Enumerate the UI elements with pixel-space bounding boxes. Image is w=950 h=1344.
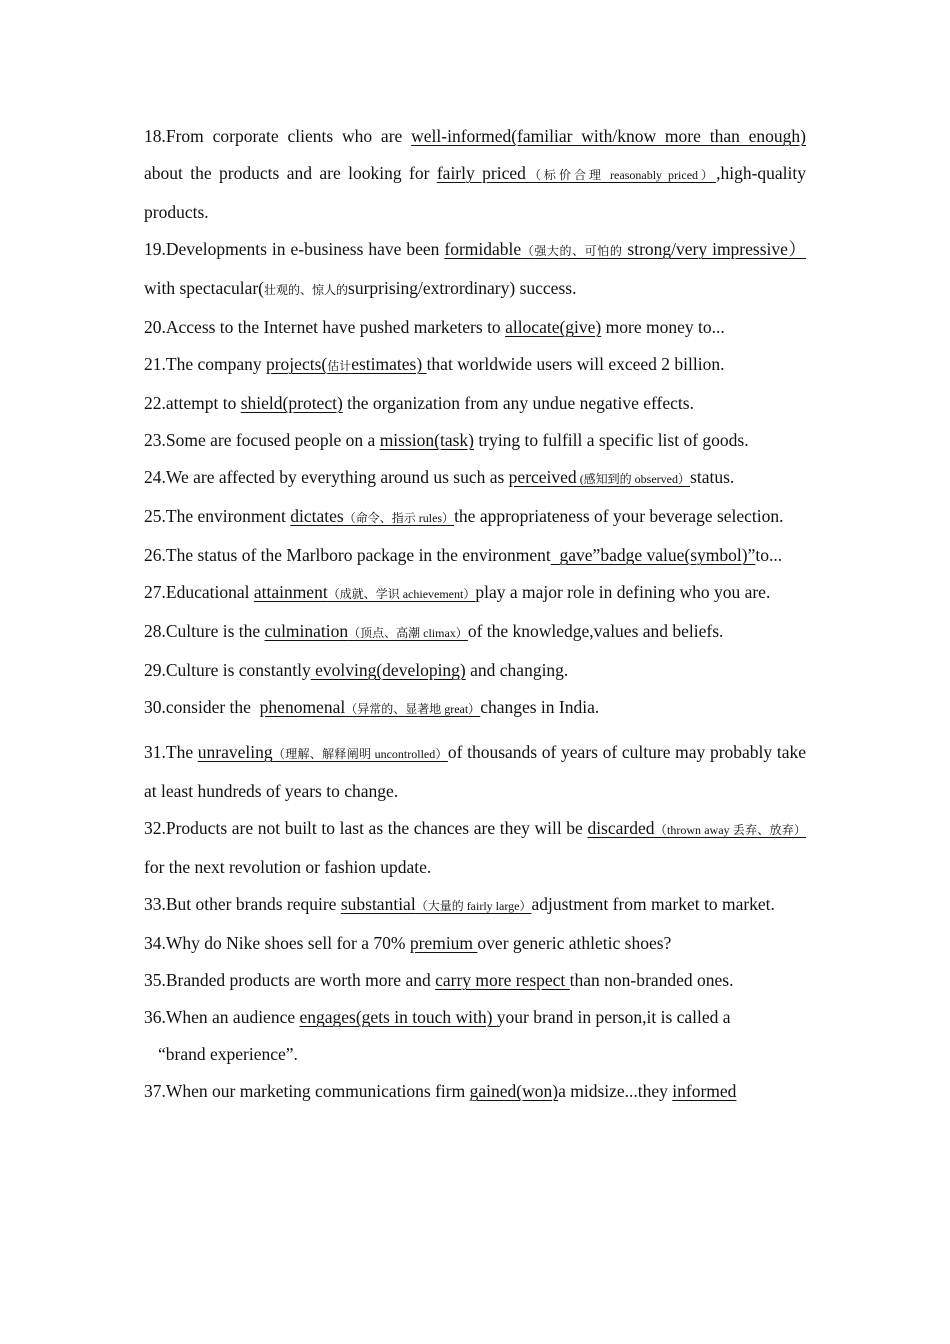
sentence-18: 18.From corporate clients who are well-informed(familiar with/know more than enough) about the products and are looking for fairly priced（标价合理 reasonably priced）,high-quality products.	[144, 126, 807, 222]
sentence-36: 36.When an audience engages(gets in touch with) your brand in person,it is called a “brand experience”.	[144, 1007, 731, 1064]
vocab-term: well-informed(familiar with/know more than enough)	[411, 126, 806, 146]
sentence-31: 31.The unraveling（理解、解释阐明 uncontrolled）of thousands of years of culture may probably take at least hundreds of years to change.	[144, 742, 806, 801]
sentence-25: 25.The environment dictates（命令、指示 rules）the appropriateness of your beverage selection.	[144, 506, 784, 526]
vocab-term: culmination	[264, 621, 349, 641]
sentence-35: 35.Branded products are worth more and carry more respect than non-branded ones.	[144, 970, 734, 990]
sentence-32: 32.Products are not built to last as the chances are they will be discarded（thrown away 丢弃、放弃） for the next revolution or fashion update.	[144, 818, 824, 877]
vocab-term: formidable	[444, 239, 522, 259]
sentence-37: 37.When our marketing communications firm gained(won)a midsize...they informed	[144, 1081, 737, 1101]
document-page	[144, 118, 824, 1110]
vocab-term: unraveling	[197, 742, 273, 762]
sentence-29: 29.Culture is constantly evolving(developing) and changing.	[144, 660, 569, 680]
vocab-term: evolving(developing)	[310, 660, 466, 680]
vocab-gloss: （强大的、可怕的	[521, 244, 623, 258]
vocab-term: discarded	[587, 818, 655, 838]
sentence-19: 19.Developments in e-business have been formidable（强大的、可怕的 strong/very impressive） with spectacular(壮观的、惊人的surprising/extrordinary) success.	[144, 239, 806, 298]
sentence-20: 20.Access to the Internet have pushed marketers to allocate(give) more money to...	[144, 317, 725, 337]
vocab-term: carry more respect	[435, 970, 570, 990]
vocab-gloss: （顶点、高潮 climax）	[348, 626, 468, 640]
sentence-28: 28.Culture is the culmination（顶点、高潮 climax）of the knowledge,values and beliefs.	[144, 621, 724, 641]
sentence-26: 26.The status of the Marlboro package in the environment gave”badge value(symbol)”to...	[144, 545, 783, 565]
vocab-term: gained(won)	[469, 1081, 559, 1101]
sentence-23: 23.Some are focused people on a mission(task) trying to fulfill a specific list of goods.	[144, 430, 749, 450]
vocab-term: allocate(give)	[505, 317, 602, 337]
sentence-34: 34.Why do Nike shoes sell for a 70% premium over generic athletic shoes?	[144, 933, 672, 953]
vocab-gloss: （标价合理 reasonably priced）	[525, 168, 717, 182]
vocab-gloss: (感知到的 observed）	[576, 472, 691, 486]
vocab-gloss: 估计	[327, 359, 352, 373]
vocab-gloss: （异常的、显著地 great）	[345, 702, 481, 716]
vocab-term: mission(task)	[379, 430, 474, 450]
sentence-22: 22.attempt to shield(protect) the organization from any undue negative effects.	[144, 393, 694, 413]
vocab-term: substantial	[340, 894, 416, 914]
vocab-gloss: （成就、学识 achievement）	[327, 587, 476, 601]
vocab-term: perceived	[508, 467, 577, 487]
sentence-33: 33.But other brands require substantial（大量的 fairly large）adjustment from market to market.	[144, 894, 775, 914]
vocab-term: gave”badge value(symbol)”	[550, 545, 756, 565]
vocab-term: shield(protect)	[240, 393, 343, 413]
sentence-21: 21.The company projects(估计estimates) that worldwide users will exceed 2 billion.	[144, 354, 725, 374]
vocab-term: dictates	[290, 506, 344, 526]
vocab-term: projects(	[265, 354, 328, 374]
vocab-term: phenomenal	[259, 697, 346, 717]
vocab-term: informed	[672, 1081, 737, 1101]
vocab-gloss: estimates)	[351, 354, 427, 374]
vocab-gloss: （理解、解释阐明 uncontrolled）	[272, 747, 448, 761]
vocab-term: engages(gets in touch with)	[299, 1007, 497, 1027]
sentence-24: 24.We are affected by everything around us such as perceived (感知到的 observed）status.	[144, 467, 735, 487]
vocab-gloss: （大量的 fairly large）	[415, 899, 532, 913]
sentence-27: 27.Educational attainment（成就、学识 achievement）play a major role in defining who you are.	[144, 582, 771, 602]
sentence-30: 30.consider the phenomenal（异常的、显著地 great）changes in India.	[144, 697, 600, 717]
vocab-gloss: strong/very impressive）	[622, 239, 806, 259]
vocab-gloss: 壮观的、惊人的	[264, 283, 349, 297]
vocab-term: premium	[409, 933, 478, 953]
vocab-gloss: （thrown away 丢弃、放弃）	[654, 823, 806, 837]
vocab-term: attainment	[253, 582, 328, 602]
vocab-term: fairly priced	[436, 163, 526, 183]
vocab-gloss: （命令、指示 rules）	[343, 511, 455, 525]
